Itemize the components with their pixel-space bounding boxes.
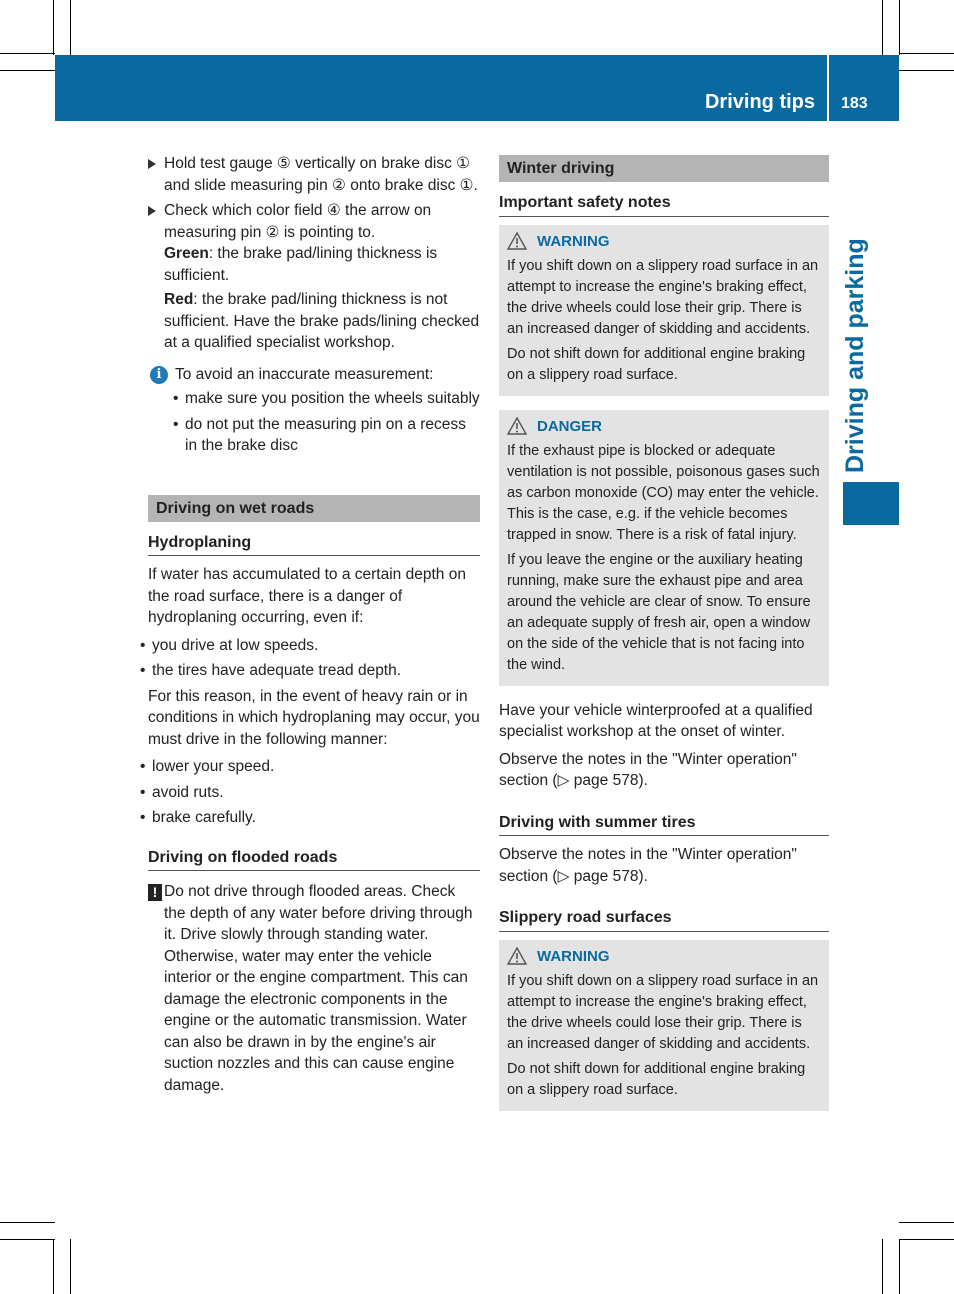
info-bullet-list	[169, 388, 480, 457]
side-section-label: Driving and parking	[841, 238, 869, 473]
chapter-title: Driving tips	[704, 91, 815, 113]
info-icon: i	[150, 366, 168, 384]
crop-mark	[882, 1239, 883, 1294]
crop-mark	[0, 70, 55, 71]
side-tab-marker	[843, 482, 899, 525]
crop-mark	[899, 70, 954, 71]
red-result: Red: the brake pad/lining thickness is not sufficient. Have the brake pads/lining checked at a qualified specialist workshop.	[164, 291, 480, 351]
subheading-flooded-roads: Driving on flooded roads	[148, 847, 480, 872]
crop-mark	[899, 1239, 954, 1240]
list-item: • do not put the measuring pin on a recess in the brake disc	[169, 414, 480, 457]
crop-mark	[899, 1239, 900, 1294]
list-item: • brake carefully.	[136, 807, 480, 829]
paragraph: For this reason, in the event of heavy rain or in conditions in which hydroplaning may occur, you must drive in the following manner:	[148, 687, 480, 748]
crop-mark	[882, 0, 883, 55]
step-arrow-icon	[148, 159, 156, 169]
crop-mark	[899, 0, 900, 55]
crop-mark	[53, 0, 54, 55]
crop-mark	[0, 1222, 55, 1223]
danger-box	[499, 410, 829, 686]
warning-box	[499, 940, 829, 1111]
header-divider	[827, 55, 829, 121]
subheading-slippery-roads: Slippery road surfaces	[499, 907, 829, 932]
crop-mark	[0, 53, 55, 54]
list-item: • lower your speed.	[136, 756, 480, 778]
warning-title: WARNING	[507, 231, 821, 252]
danger-title: DANGER	[507, 416, 821, 437]
warning-box	[499, 225, 829, 396]
section-heading-wet-roads: Driving on wet roads	[148, 495, 480, 522]
caution-text: Do not drive through flooded areas. Check the depth of any water before driving through it. Drive slowly through standing water. Otherwise, water may enter the vehicle interior or the engine compartment. This can damage the electronic components in the engine or the automatic transmission. Water can also be drawn in by the engine's air suction nozzles and this can cause engine damage.	[164, 883, 473, 1094]
warning-text: Do not shift down for additional engine braking on a slippery road surface.	[507, 1060, 806, 1098]
paragraph: Observe the notes in the "Winter operation" section (▷ page 578).	[499, 750, 797, 789]
step-text: Check which color field ④ the arrow on measuring pin ② is pointing to.	[164, 202, 432, 241]
warning-triangle-icon	[507, 947, 527, 965]
danger-text: If the exhaust pipe is blocked or adequate ventilation is not possible, poisonous gases such as carbon monoxide (CO) may enter the vehicle. This is the case, e.g. if the vehicle becomes trapped in snow. There is a risk of fatal injury.	[507, 442, 820, 543]
subheading-summer-tires: Driving with summer tires	[499, 812, 829, 837]
page-number: 183	[841, 95, 868, 112]
crop-mark	[70, 0, 71, 55]
bullet-list	[136, 635, 480, 682]
instruction-step	[148, 200, 480, 354]
info-note	[148, 364, 480, 457]
warning-text: Do not shift down for additional engine braking on a slippery road surface.	[507, 345, 806, 383]
instruction-step	[148, 153, 480, 196]
warning-text: If you shift down on a slippery road surface in an attempt to increase the engine's braking effect, the drive wheels could lose their grip. There is an increased danger of skidding and accidents.	[507, 972, 819, 1052]
crop-mark	[53, 1239, 54, 1294]
list-item: • the tires have adequate tread depth.	[136, 660, 480, 682]
step-arrow-icon	[148, 206, 156, 216]
warning-text: If you shift down on a slippery road surface in an attempt to increase the engine's braking effect, the drive wheels could lose their grip. There is an increased danger of skidding and accidents.	[507, 257, 819, 337]
info-text: To avoid an inaccurate measurement:	[175, 365, 434, 383]
right-column	[499, 153, 829, 1121]
paragraph: Observe the notes in the "Winter operation" section (▷ page 578).	[499, 846, 797, 885]
caution-note	[148, 881, 480, 1096]
crop-mark	[899, 53, 954, 54]
green-result: Green: the brake pad/lining thickness is sufficient.	[164, 245, 438, 284]
page-header	[55, 55, 899, 121]
crop-mark	[0, 1239, 55, 1240]
subheading-hydroplaning: Hydroplaning	[148, 532, 480, 557]
warning-triangle-icon	[507, 232, 527, 250]
paragraph: Have your vehicle winterproofed at a qualified specialist workshop at the onset of winter.	[499, 701, 813, 740]
danger-text: If you leave the engine or the auxiliary heating running, make sure the exhaust pipe and area around the vehicle are clear of snow. To ensure an adequate supply of fresh air, open a window on the side of the vehicle that is not facing into the wind.	[507, 551, 811, 673]
list-item: • avoid ruts.	[136, 782, 480, 804]
list-item: • you drive at low speeds.	[136, 635, 480, 657]
crop-mark	[70, 1239, 71, 1294]
exclamation-icon: !	[148, 884, 162, 901]
paragraph: If water has accumulated to a certain depth on the road surface, there is a danger of hydroplaning occurring, even if:	[148, 566, 466, 626]
list-item: • make sure you position the wheels suitably	[169, 388, 480, 410]
warning-triangle-icon	[507, 417, 527, 435]
section-heading-winter-driving: Winter driving	[499, 155, 829, 182]
left-column	[148, 153, 480, 1096]
step-text: Hold test gauge ⑤ vertically on brake disc ① and slide measuring pin ② onto brake disc ①.	[164, 155, 478, 194]
warning-title: WARNING	[507, 946, 821, 967]
subheading-safety-notes: Important safety notes	[499, 192, 829, 217]
crop-mark	[899, 1222, 954, 1223]
bullet-list	[136, 756, 480, 829]
